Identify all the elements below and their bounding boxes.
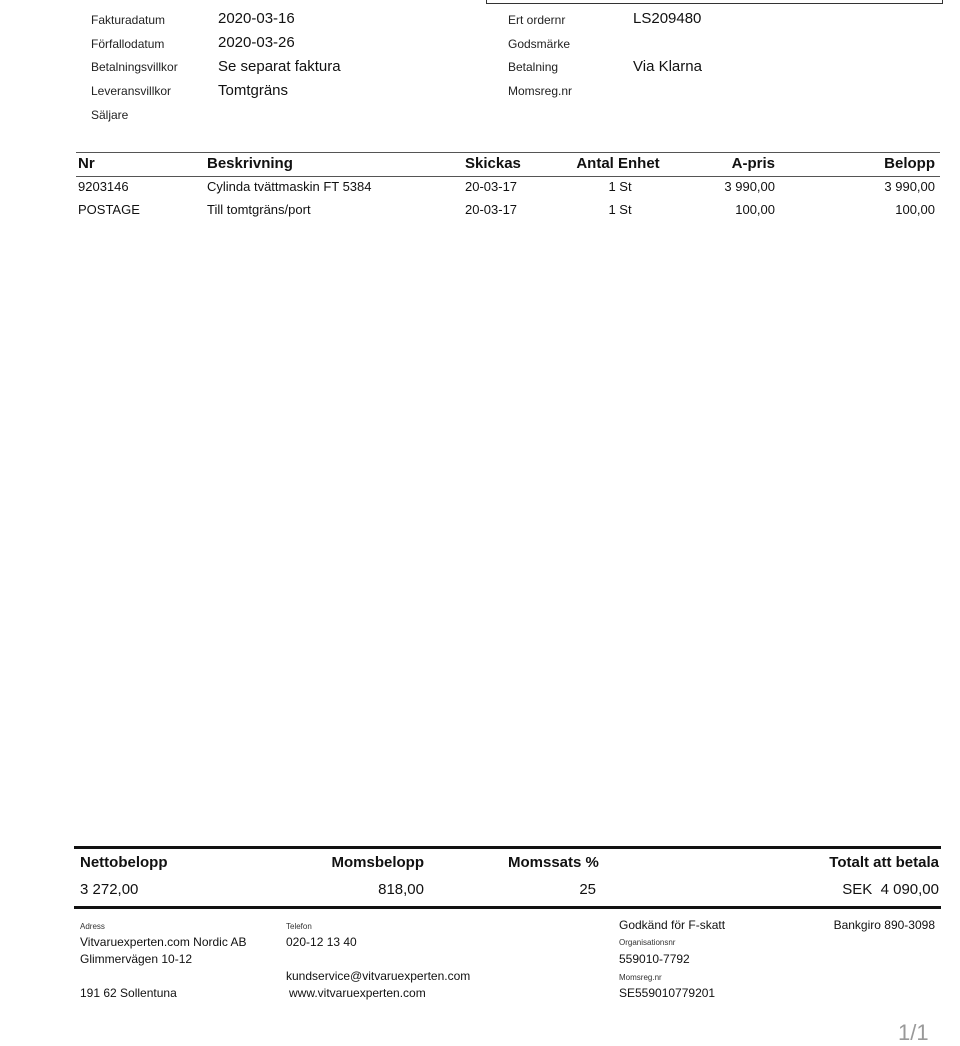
row-unit-price: 100,00 xyxy=(735,202,775,217)
payment-terms-label: Betalningsvillkor xyxy=(91,60,178,74)
col-header-unit-price: A-pris xyxy=(731,155,775,172)
row-ship-date: 20-03-17 xyxy=(465,179,518,194)
items-header-bottom-rule xyxy=(76,176,940,177)
total-due-label: Totalt att betala xyxy=(829,854,939,871)
invoice-date-label: Fakturadatum xyxy=(91,13,166,27)
website: www.vitvaruexperten.com xyxy=(289,986,426,1000)
due-date-label: Förfallodatum xyxy=(91,37,165,51)
row-nr: POSTAGE xyxy=(78,202,140,217)
vat-rate-value: 25 xyxy=(579,881,596,898)
f-tax-approval: Godkänd för F-skatt xyxy=(619,918,726,932)
invoice-date-value: 2020-03-16 xyxy=(218,10,295,27)
row-description: Cylinda tvättmaskin FT 5384 xyxy=(207,179,372,194)
row-quantity: 1 St xyxy=(608,179,632,194)
total-due-value: SEK 4 090,00 xyxy=(842,881,939,898)
row-unit-price: 3 990,00 xyxy=(724,179,775,194)
org-number: 559010-7792 xyxy=(619,952,690,966)
vat-reg-footer-label: Momsreg.nr xyxy=(619,973,662,982)
support-email: kundservice@vitvaruexperten.com xyxy=(286,969,471,983)
goods-mark-label: Godsmärke xyxy=(508,37,571,51)
company-city: 191 62 Sollentuna xyxy=(80,986,177,1000)
row-description: Till tomtgräns/port xyxy=(207,202,311,217)
company-name: Vitvaruexperten.com Nordic AB xyxy=(80,935,247,949)
order-number-value: LS209480 xyxy=(633,10,702,27)
row-quantity: 1 St xyxy=(608,202,632,217)
col-header-quantity: Antal Enhet xyxy=(576,155,660,172)
delivery-terms-label: Leveransvillkor xyxy=(91,84,172,98)
address-label: Adress xyxy=(80,922,105,931)
vat-rate-label: Momssats % xyxy=(508,854,599,871)
delivery-terms-value: Tomtgräns xyxy=(218,82,289,99)
payment-label: Betalning xyxy=(508,60,559,74)
row-ship-date: 20-03-17 xyxy=(465,202,518,217)
vat-amount-label: Momsbelopp xyxy=(331,854,424,871)
row-nr: 9203146 xyxy=(78,179,129,194)
vat-reg-label: Momsreg.nr xyxy=(508,84,573,98)
company-street: Glimmervägen 10-12 xyxy=(80,952,193,966)
col-header-amount: Belopp xyxy=(884,155,935,172)
page-indicator: 1/1 xyxy=(898,1020,929,1045)
totals-bottom-rule xyxy=(74,906,941,909)
order-number-label: Ert ordernr xyxy=(508,13,566,27)
payment-terms-value: Se separat faktura xyxy=(218,58,341,75)
net-amount-value: 3 272,00 xyxy=(80,881,139,898)
customer-address-box xyxy=(486,0,943,4)
col-header-ship-date: Skickas xyxy=(465,155,521,172)
payment-value: Via Klarna xyxy=(633,58,702,75)
due-date-value: 2020-03-26 xyxy=(218,34,295,51)
seller-label: Säljare xyxy=(91,108,129,122)
vat-amount-value: 818,00 xyxy=(378,881,424,898)
phone-number: 020-12 13 40 xyxy=(286,935,357,949)
items-header-top-rule xyxy=(76,152,940,153)
totals-top-rule xyxy=(74,846,941,849)
col-header-description: Beskrivning xyxy=(207,155,293,172)
row-amount: 100,00 xyxy=(895,202,935,217)
col-header-nr: Nr xyxy=(78,155,95,172)
phone-label: Telefon xyxy=(286,922,312,931)
vat-reg-footer-value: SE559010779201 xyxy=(619,986,716,1000)
org-number-label: Organisationsnr xyxy=(619,938,676,947)
net-amount-label: Nettobelopp xyxy=(80,854,168,871)
row-amount: 3 990,00 xyxy=(884,179,935,194)
bankgiro: Bankgiro 890-3098 xyxy=(833,918,935,932)
